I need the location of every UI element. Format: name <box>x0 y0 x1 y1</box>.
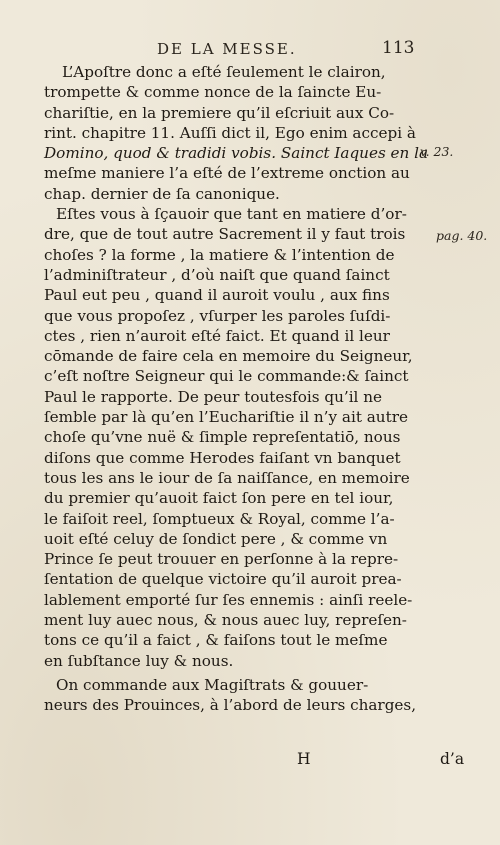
text-line: ctes , rien n’auroit eſté faict. Et quand il leur <box>44 326 390 345</box>
text-line: chariſtie, en la premiere qu’il eſcriuit aux Co- <box>44 103 395 122</box>
text-line: Eſtes vous à ſçauoir que tant en matiere d’or- <box>56 205 407 224</box>
text-line: en ſubſtance luy & nous. <box>44 651 234 670</box>
text-line: choſe qu’vne nuë & ſimple repreſentatiō, nous <box>44 428 401 447</box>
text-line: cōmande de faire cela en memoire du Seigneur, <box>44 347 413 366</box>
text-line: lablement emporté ſur ſes ennemis : ainſi reele- <box>44 590 413 609</box>
text-line: Paul le rapporte. De peur toutesfois qu’il ne <box>44 387 383 406</box>
text-line: l’adminiſtrateur , d’où naiſt que quand ſainct <box>44 265 390 284</box>
text-line: Domino, quod & tradidi vobis. Sainct Iaques en la <box>44 144 429 163</box>
text-line: Prince ſe peut trouuer en perſonne à la repre- <box>44 550 399 569</box>
text-line: du premier qu’auoit faict ſon pere en tel iour, <box>44 489 394 508</box>
text-line: chap. dernier de ſa canonique. <box>44 184 280 203</box>
text-line: diſons que comme Herodes faiſant vn banquet <box>44 448 401 467</box>
text-line: meſme maniere l’a eſté de l’extreme onction au <box>44 164 410 183</box>
text-line: c’eſt noſtre Seigneur qui le commande:& ſainct <box>44 367 409 386</box>
text-line: uoit eſté celuy de ſondict pere , & comme vn <box>44 529 388 548</box>
text-line: rint. chapitre 11. Auſſi dict il, Ego enim accepi à <box>44 123 416 142</box>
text-line: On commande aux Magiſtrats & gouuer- <box>56 675 369 694</box>
text-line: tous les ans le iour de ſa naiſſance, en memoire <box>44 468 410 487</box>
text-line: trompette & comme nonce de la ſaincte Eu- <box>44 83 382 102</box>
text-line: Paul eut peu , quand il auroit voulu , aux fins <box>44 286 390 305</box>
text-line: le faiſoit reel, ſomptueux & Royal, comme l’a- <box>44 509 395 528</box>
page-number: 113 <box>382 38 415 58</box>
margin-note-page: pag. 40. <box>436 228 488 243</box>
running-title: DE LA MESSE. <box>157 40 297 58</box>
text-line: ſemble par là qu’en l’Euchariſtie il n’y ait autre <box>44 408 408 427</box>
text-line: ſentation de quelque victoire qu’il auroit prea- <box>44 570 402 589</box>
body-text <box>44 62 429 716</box>
margin-note-verse: v. 23. <box>420 144 454 159</box>
signature-mark: H <box>297 750 311 768</box>
text-line: que vous propoſez , vſurper les paroles ſuſdi- <box>44 306 391 325</box>
page-header <box>0 38 500 62</box>
text-line: tons ce qu’il a faict , & faiſons tout le meſme <box>44 631 388 650</box>
text-line: dre, que de tout autre Sacrement il y faut trois <box>44 225 406 244</box>
text-line: neurs des Prouinces, à l’abord de leurs charges, <box>44 696 417 715</box>
text-line: choſes ? la forme , la matiere & l’intention de <box>44 245 395 264</box>
text-line: ment luy auec nous, & nous auec luy, repreſen- <box>44 611 407 630</box>
text-line: L’Apoſtre donc a eſté ſeulement le clairon, <box>62 63 386 81</box>
catchword: d’a <box>440 750 465 768</box>
